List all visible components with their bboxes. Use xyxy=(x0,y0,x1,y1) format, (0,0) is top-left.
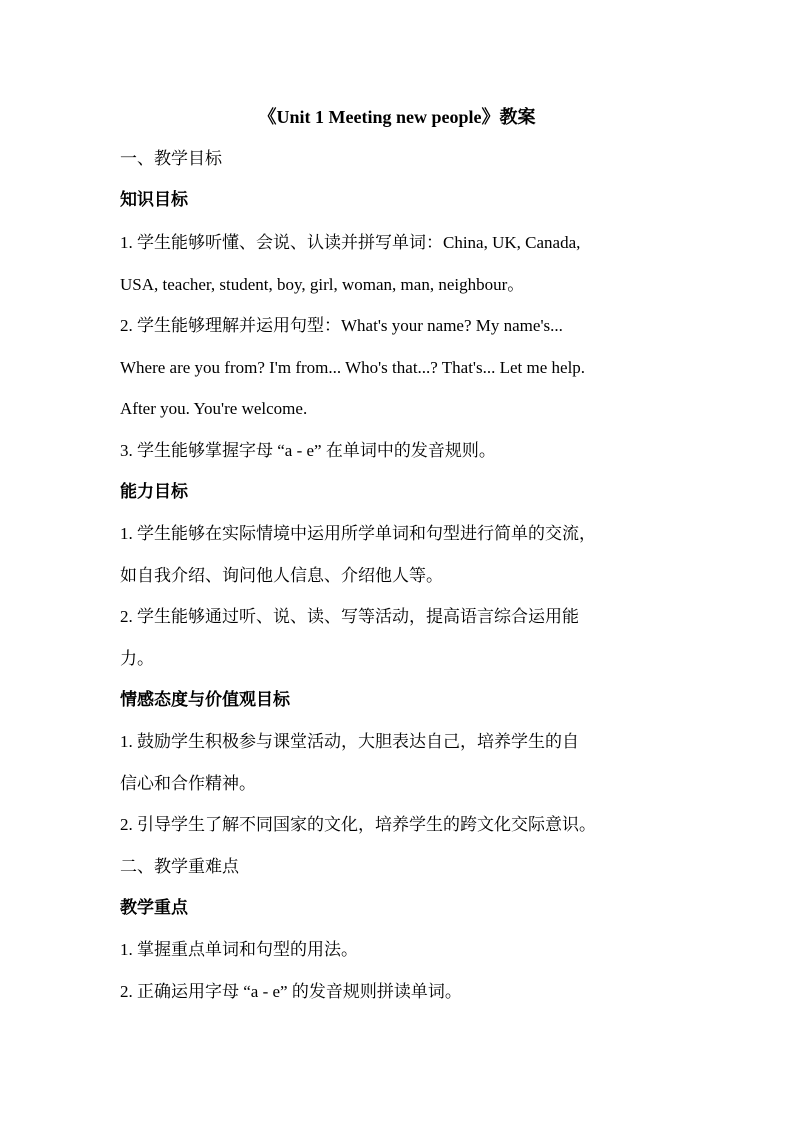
subheading-ability-objectives: 能力目标 xyxy=(120,482,188,501)
knowledge-item-2-line-2: Where are you from? I'm from... Who's that...? That's... Let me help. xyxy=(120,358,586,377)
section-heading-key-points: 二、教学重难点 xyxy=(120,857,239,876)
subheading-teaching-focus: 教学重点 xyxy=(120,898,188,917)
knowledge-item-1-line-1: 1. 学生能够听懂、会说、认读并拼写单词：China, UK, Canada, xyxy=(120,233,581,252)
section-heading-objectives: 一、教学目标 xyxy=(120,149,222,168)
focus-item-1-line-1: 1. 掌握重点单词和句型的用法。 xyxy=(120,940,358,959)
ability-item-2-line-1: 2. 学生能够通过听、说、读、写等活动，提高语言综合运用能 xyxy=(120,607,579,626)
subheading-emotion-objectives: 情感态度与价值观目标 xyxy=(120,690,290,709)
subheading-knowledge-objectives: 知识目标 xyxy=(120,190,188,209)
knowledge-item-2-line-1: 2. 学生能够理解并运用句型：What's your name? My name's... xyxy=(120,316,563,335)
ability-item-1-line-1: 1. 学生能够在实际情境中运用所学单词和句型进行简单的交流， xyxy=(120,524,596,543)
focus-item-2-line-1: 2. 正确运用字母 “a - e” 的发音规则拼读单词。 xyxy=(120,982,462,1001)
knowledge-item-1-line-2: USA, teacher, student, boy, girl, woman, man, neighbour。 xyxy=(120,275,525,294)
emotion-item-2-line-1: 2. 引导学生了解不同国家的文化，培养学生的跨文化交际意识。 xyxy=(120,815,596,834)
knowledge-item-2-line-3: After you. You're welcome. xyxy=(120,399,308,418)
page-title: 《Unit 1 Meeting new people》教案 xyxy=(258,107,536,127)
knowledge-item-3-line-1: 3. 学生能够掌握字母 “a - e” 在单词中的发音规则。 xyxy=(120,441,496,460)
emotion-item-1-line-2: 信心和合作精神。 xyxy=(120,774,256,793)
emotion-item-1-line-1: 1. 鼓励学生积极参与课堂活动，大胆表达自己，培养学生的自 xyxy=(120,732,579,751)
ability-item-1-line-2: 如自我介绍、询问他人信息、介绍他人等。 xyxy=(120,566,443,585)
ability-item-2-line-2: 力。 xyxy=(120,649,154,668)
